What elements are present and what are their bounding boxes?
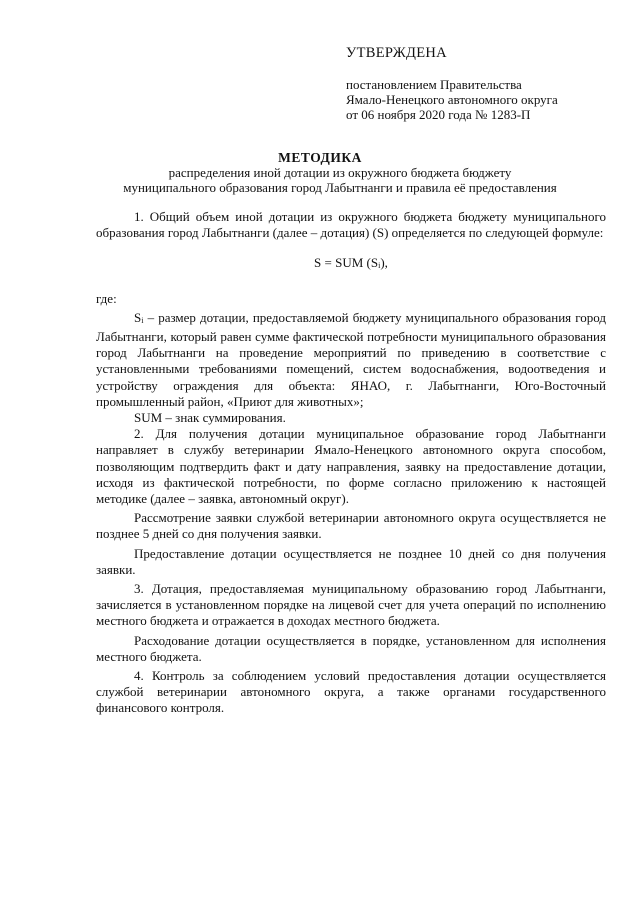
approval-date-line: от 06 ноября 2020 года № 1283-П <box>346 107 531 122</box>
document-body <box>96 209 606 717</box>
approval-heading: УТВЕРЖДЕНА <box>346 45 447 61</box>
paragraph-3: 3. Дотация, предоставляемая муниципальному образованию город Лабытнанги, зачисляется в установленном порядке на лицевой счет для учета операций по исполнению местного бюджета и отражается в доходах местного бюджета. <box>96 581 606 629</box>
formula-suffix: ), <box>380 255 388 271</box>
subtitle-line: распределения иной дотации из окружного бюджета бюджету <box>168 165 512 180</box>
where-label: где: <box>96 290 117 306</box>
formula-prefix: S = SUM (S <box>314 255 379 271</box>
approval-line: Ямало-Ненецкого автономного округа <box>346 92 558 107</box>
si-definition <box>96 310 606 410</box>
subtitle-line: муниципального образования город Лабытнанги и правила её предоставления <box>123 180 557 195</box>
formula-subscript: i <box>378 261 381 271</box>
paragraph-2: 2. Для получения дотации муниципальное образование город Лабытнанги направляет в службу ветеринарии Ямало-Ненецкого автономного округа способом, позволяющим подтвердить факт и дату направления, заявку на предоставление дотации, исходя из фактической потребности, по форме согласно приложению к настоящей методике (далее – заявка, автономный округ). <box>96 426 606 507</box>
paragraph-1: 1. Общий объем иной дотации из окружного бюджета бюджету муниципального образования город Лабытнанги (далее – дотация) (S) определяется по следующей формуле: <box>96 209 606 241</box>
formula <box>96 255 606 274</box>
paragraph-2-provision: Предоставление дотации осуществляется не позднее 10 дней со дня получения заявки. <box>96 545 606 577</box>
sum-definition: SUM – знак суммирования. <box>134 410 286 426</box>
paragraph-2-review: Рассмотрение заявки службой ветеринарии автономного округа осуществляется не позднее 5 дней со дня получения заявки. <box>96 510 606 542</box>
approval-stamp <box>346 46 626 122</box>
document-subtitle <box>60 165 620 195</box>
si-subscript: i <box>141 315 144 325</box>
document-title: МЕТОДИКА <box>278 150 362 165</box>
si-text: – размер дотации, предоставляемой бюджету муниципального образования город Лабытнанги, который равен сумме фактической потребности муниципального образования город Лабытнанги на проведение мероприятий по приведению в соответствие с установленными требованиями помещений, систем водоснабжения, водоотведения и устройству ограждения для объекта: ЯНАО, г. Лабытнанги, Юго-Восточный промышленный район, «Приют для животных»; <box>96 309 606 409</box>
paragraph-4: 4. Контроль за соблюдением условий предоставления дотации осуществляется службой ветеринарии автономного округа, а также органами государственного финансового контроля. <box>96 668 606 716</box>
approval-line: постановлением Правительства <box>346 77 522 92</box>
paragraph-3-spending: Расходование дотации осуществляется в порядке, установленном для исполнения местного бюджета. <box>96 632 606 664</box>
si-symbol: S <box>134 309 142 325</box>
